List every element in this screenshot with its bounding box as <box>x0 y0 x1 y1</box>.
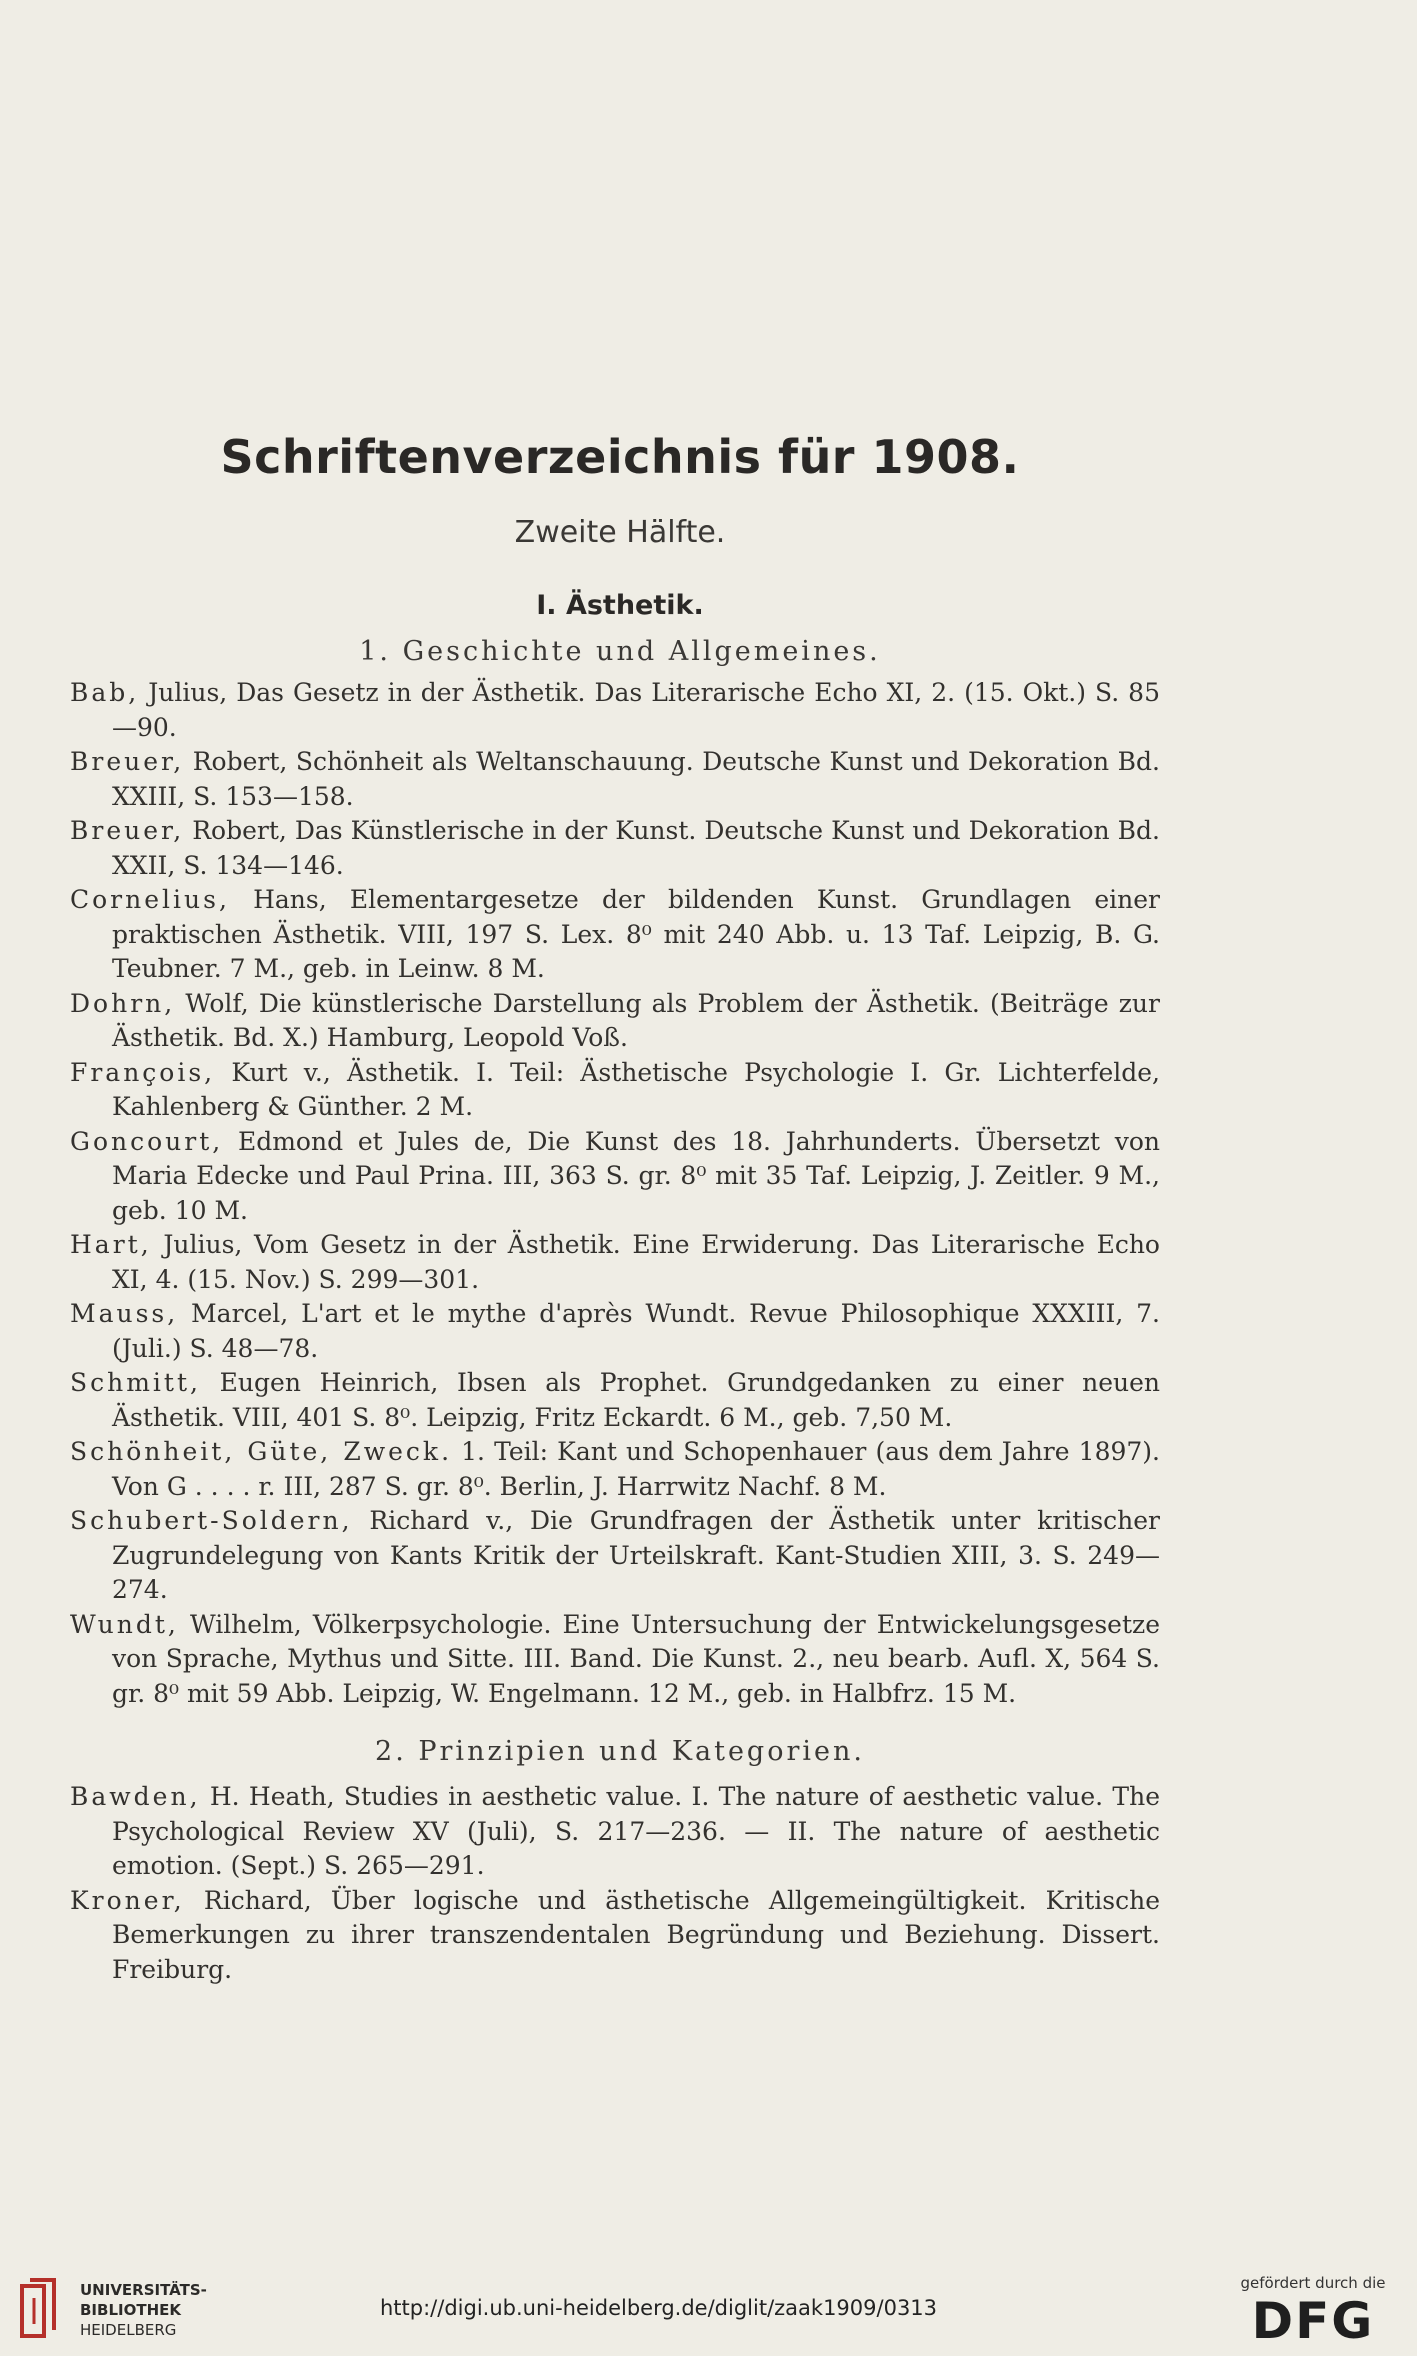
dfg-logo: DFG <box>1251 2292 1375 2350</box>
entry-text: Eugen Heinrich, Ibsen als Prophet. Grundgedanken zu einer neuen Ästhetik. VIII, 401 S. 8⁰. Leipzig, Fritz Eckardt. 6 M., geb. 7,50 M. <box>112 1368 1160 1432</box>
entries-list-2 <box>70 1780 1160 1987</box>
subsection-title-1: 1. Geschichte und Allgemeines. <box>359 636 881 667</box>
entry-text: Richard v., Die Grundfragen der Ästhetik unter kritischer Zugrundelegung von Kants Kritik der Urteilskraft. Kant-Studien XIII, 3. S. 249—274. <box>112 1506 1160 1604</box>
entry-text: Wolf, Die künstlerische Darstellung als Problem der Ästhetik. (Beiträge zur Ästhetik. Bd. X.) Hamburg, Leopold Voß. <box>112 988 1160 1052</box>
entry-author: Goncourt, <box>70 1126 224 1156</box>
entry-author: François, <box>70 1057 216 1087</box>
page-title: Schriftenverzeichnis für 1908. <box>220 430 1020 484</box>
bibliography-entry <box>70 1297 1160 1366</box>
entry-author: Schönheit, Güte, Zweck. <box>70 1437 453 1466</box>
library-line: UNIVERSITÄTS- <box>80 2281 207 2299</box>
entries-list-1 <box>70 676 1160 1711</box>
footer-bar <box>0 2270 1417 2356</box>
library-line: HEIDELBERG <box>80 2321 177 2339</box>
library-line: BIBLIOTHEK <box>80 2301 181 2319</box>
entry-text: Robert, Schönheit als Weltanschauung. Deutsche Kunst und Dekoration Bd. XXIII, S. 153—158. <box>112 747 1160 811</box>
bibliography-entry <box>70 814 1160 883</box>
entry-author: Breuer, <box>70 747 185 776</box>
source-url-link[interactable]: http://digi.ub.uni-heidelberg.de/diglit/zaak1909/0313 <box>380 2296 938 2320</box>
bibliography-entry <box>70 987 1160 1056</box>
bibliography-entry <box>70 883 1160 987</box>
bibliography-entry <box>70 1056 1160 1125</box>
section-title: I. Ästhetik. <box>536 590 704 621</box>
entry-text: 1. Teil: Kant und Schopenhauer (aus dem Jahre 1897). Von G . . . . r. III, 287 S. gr. 8⁰. Berlin, J. Harrwitz Nachf. 8 M. <box>112 1437 1160 1501</box>
entry-text: Robert, Das Künstlerische in der Kunst. Deutsche Kunst und Dekoration Bd. XXII, S. 134—146. <box>112 816 1160 880</box>
entry-author: Schubert-Soldern, <box>70 1506 353 1535</box>
bibliography-entry <box>70 1608 1160 1712</box>
entry-text: Kurt v., Ästhetik. I. Teil: Ästhetische Psychologie I. Gr. Lichterfelde, Kahlenberg & Günther. 2 M. <box>112 1057 1160 1121</box>
entry-author: Wundt, <box>70 1609 179 1639</box>
entry-text: Marcel, L'art et le mythe d'après Wundt. Revue Philosophique XXXIII, 7. (Juli.) S. 48—78. <box>112 1299 1160 1363</box>
entry-author: Dohrn, <box>70 988 176 1018</box>
bibliography-entry <box>70 745 1160 814</box>
entry-author: Hart, <box>70 1230 152 1259</box>
bibliography-entry <box>70 676 1160 745</box>
entry-author: Bab, <box>70 678 140 707</box>
entry-author: Cornelius, <box>70 885 230 914</box>
bibliography-entry <box>70 1780 1160 1884</box>
entry-text: Hans, Elementargesetze der bildenden Kunst. Grundlagen einer praktischen Ästhetik. VIII, 197 S. Lex. 8⁰ mit 240 Abb. u. 13 Taf. Leipzig, B. G. Teubner. 7 M., geb. in Leinw. 8 M. <box>112 885 1160 983</box>
entry-text: Edmond et Jules de, Die Kunst des 18. Jahrhunderts. Übersetzt von Maria Edecke und Paul Prina. III, 363 S. gr. 8⁰ mit 35 Taf. Leipzig, J. Zeitler. 9 M., geb. 10 M. <box>112 1126 1160 1225</box>
page-subtitle: Zweite Hälfte. <box>514 515 726 550</box>
entry-text: Julius, Das Gesetz in der Ästhetik. Das Literarische Echo XI, 2. (15. Okt.) S. 85—90. <box>112 678 1160 742</box>
entry-author: Kroner, <box>70 1885 185 1915</box>
bibliography-entry <box>70 1366 1160 1435</box>
bibliography-entry <box>70 1884 1160 1988</box>
entry-text: H. Heath, Studies in aesthetic value. I. The nature of aesthetic value. The Psychological Review XV (Juli), S. 217—236. — II. The nature of aesthetic emotion. (Sept.) S. 265—291. <box>112 1782 1160 1880</box>
funding-caption: gefördert durch die <box>1240 2274 1386 2292</box>
bibliography-entry <box>70 1435 1160 1504</box>
library-name <box>80 2280 207 2340</box>
entry-author: Breuer, <box>70 816 185 845</box>
bibliography-entry <box>70 1228 1160 1297</box>
subsection-title-2: 2. Prinzipien und Kategorien. <box>375 1736 865 1767</box>
funding-block <box>1223 2274 1403 2350</box>
bibliography-entry <box>70 1125 1160 1229</box>
entry-author: Bawden, <box>70 1782 201 1811</box>
entry-text: Julius, Vom Gesetz in der Ästhetik. Eine Erwiderung. Das Literarische Echo XI, 4. (15. Nov.) S. 299—301. <box>112 1230 1160 1294</box>
entry-text: Richard, Über logische und ästhetische Allgemeingültigkeit. Kritische Bemerkungen zu ihrer transzendentalen Begründung und Beziehung. Dissert. Freiburg. <box>112 1885 1160 1984</box>
entry-author: Schmitt, <box>70 1368 201 1397</box>
entry-author: Mauss, <box>70 1299 179 1328</box>
entry-text: Wilhelm, Völkerpsychologie. Eine Untersuchung der Entwickelungsgesetze von Sprache, Mythus und Sitte. III. Band. Die Kunst. 2., neu bearb. Aufl. X, 564 S. gr. 8⁰ mit 59 Abb. Leipzig, W. Engelmann. 12 M., geb. in Halbfrz. 15 M. <box>112 1609 1160 1708</box>
bibliography-entry <box>70 1504 1160 1608</box>
library-logo-icon <box>14 2276 64 2346</box>
